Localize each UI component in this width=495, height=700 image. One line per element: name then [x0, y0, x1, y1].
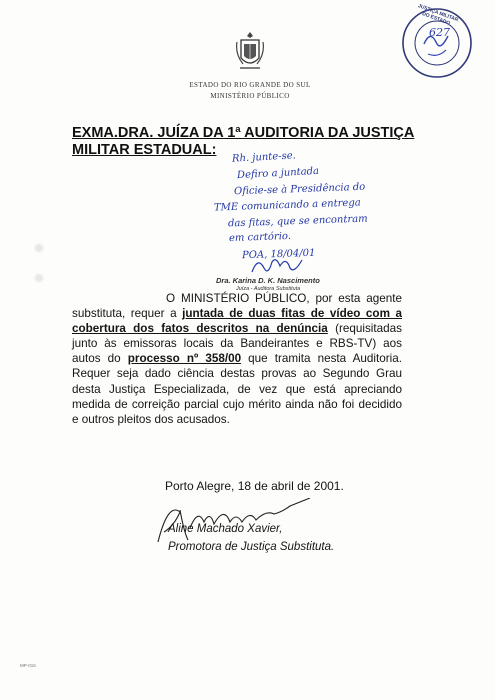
prosecutor-name: Aline Machado Xavier, [168, 523, 283, 535]
request-paragraph [72, 291, 402, 427]
judge-signature-scribble-icon [248, 256, 308, 278]
punch-hole [34, 243, 44, 253]
handwritten-line-5: das fitas, que se encontram [227, 213, 368, 230]
handwritten-line-4: TME comunicando a entrega [213, 197, 361, 214]
body-p1-start: O MINISTÉRIO PÚBLICO, por esta agente substituta, requer a [72, 292, 402, 321]
addressee-line-1: EXMA.DRA. JUÍZA DA 1ª AUDITORIA DA JUSTIÇA [72, 125, 415, 141]
prosecutor-role: Promotora de Justiça Substituta. [168, 541, 335, 553]
state-crest-icon [235, 30, 265, 74]
handwritten-line-1: Rh. junte-se. [231, 150, 297, 165]
handwritten-line-2: Defiro a juntada [236, 165, 320, 182]
body-p1-end: que tramita nesta Auditoria. Requer seja dado ciência destas provas ao Segundo Grau desta Justiça Especializada, de vez que está apreciando medida de correição parcial cujo mérito ainda não foi decidido e outros pleitos dos acusados. [72, 352, 402, 426]
stamp-number: 627 [429, 26, 450, 39]
judge-name: Dra. Karina D. K. Nascimento [216, 276, 320, 285]
form-code: MP-016 [20, 663, 36, 668]
handwritten-line-3: Oficie-se à Presidência do [233, 181, 366, 198]
punch-hole [34, 273, 44, 283]
handwritten-line-6: em cartório. [228, 230, 292, 245]
judge-title: Juíza - Auditora Substituta [236, 286, 301, 292]
addressee-line-2: MILITAR ESTADUAL: [72, 142, 217, 158]
body-p1-mid: (requisitadas junto às emissoras locais da Bandeirantes e RBS-TV) aos autos do [72, 322, 402, 366]
date-line: Porto Alegre, 18 de abril de 2001. [165, 479, 344, 493]
body-p1-bold-1: juntada de duas fitas de vídeo com a cobertura dos fatos descritos na denúncia [72, 307, 402, 336]
protocol-stamp [398, 4, 476, 82]
handwritten-line-7: POA, 18/04/01 [241, 247, 316, 262]
stamp-text: JUSTIÇA MILITAR DO ESTADO [417, 3, 460, 27]
agency-name: MINISTÉRIO PÚBLICO [210, 92, 290, 100]
state-name: ESTADO DO RIO GRANDE DO SUL [189, 81, 311, 89]
body-p1-bold-2: processo nº 358/00 [127, 352, 242, 366]
